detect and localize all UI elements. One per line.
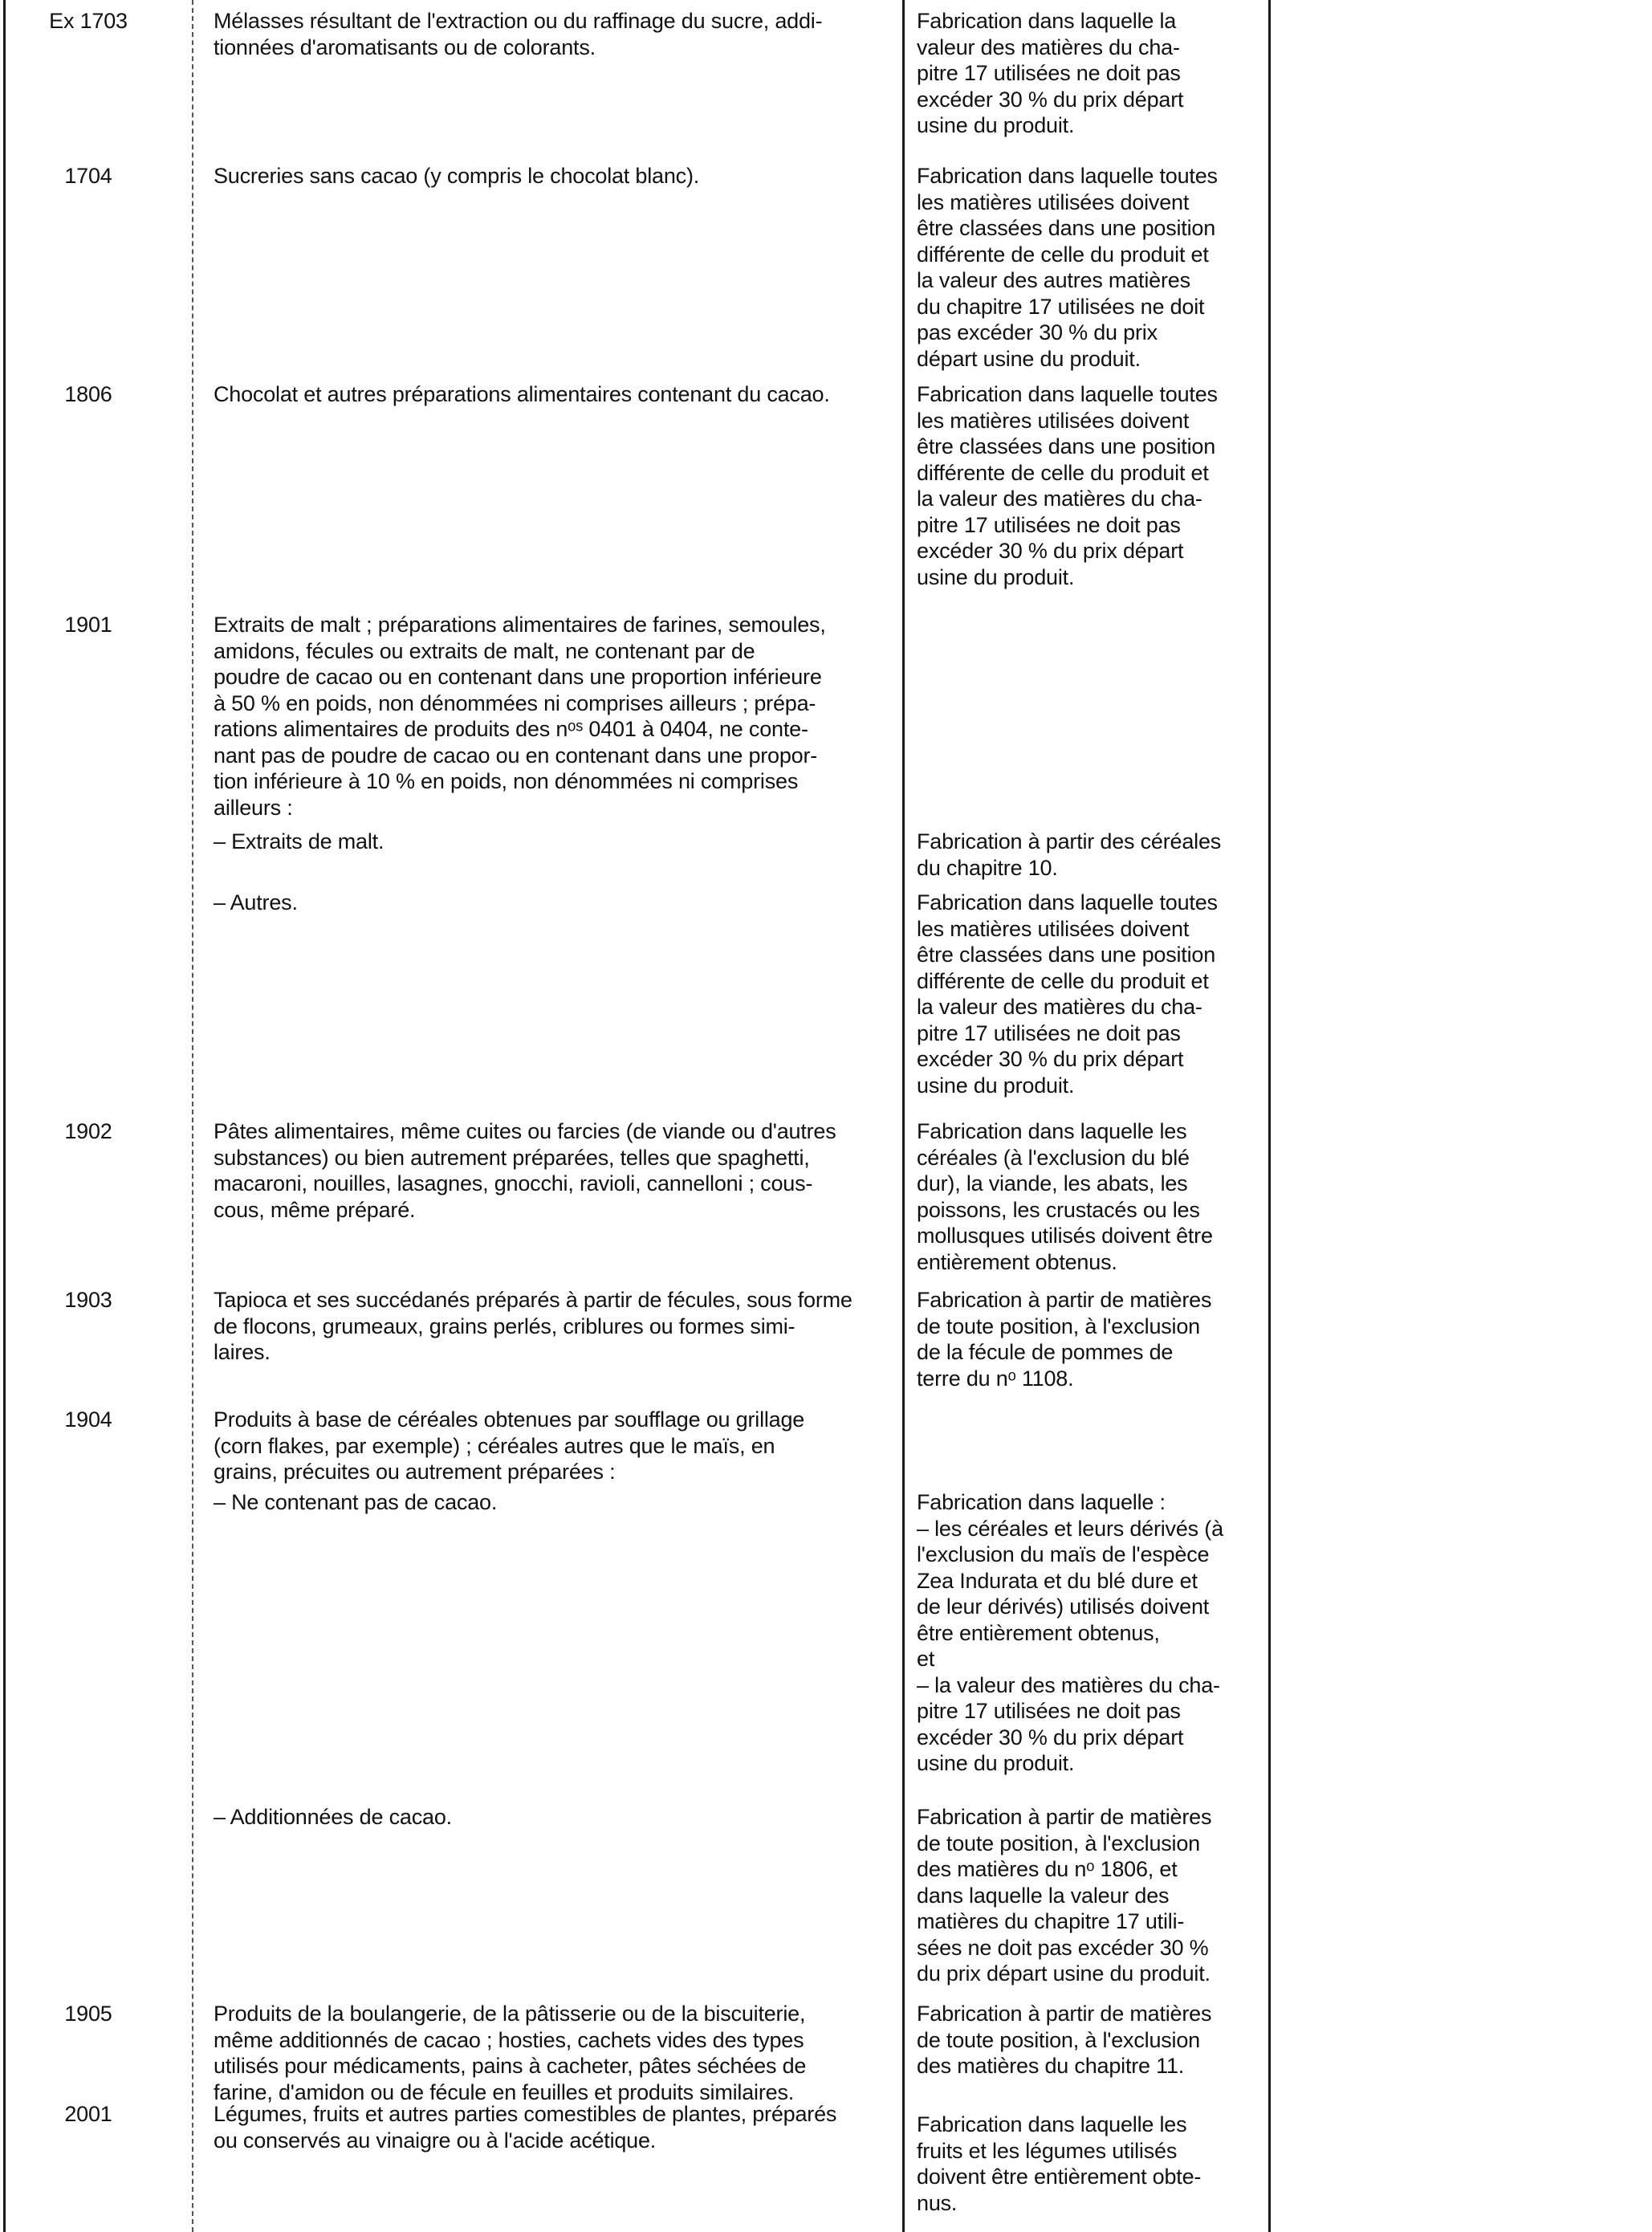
product-description: – Additionnées de cacao. [214,1805,452,1829]
product-description: Sucreries sans cacao (y compris le chocolat blanc). [214,164,700,188]
product-description: Légumes, fruits et autres parties comestibles de plantes, préparés ou conservés au vinaigre ou à l'acide acétique. [214,2102,837,2153]
product-description: – Ne contenant pas de cacao. [214,1490,498,1514]
product-description: Tapioca et ses succédanés préparés à partir de fécules, sous forme de flocons, grumeaux, grains perlés, criblures ou formes simi- laires. [214,1288,852,1364]
origin-rule: Fabrication dans laquelle toutes les matières utilisées doivent être classées dans une position différente de celle du produit et la valeur des matières du cha- pitre 17 utilisées ne doit pas excéder 30 % du prix départ usine du produit. [917,890,1218,1098]
origin-rule: Fabrication dans laquelle toutes les matières utilisées doivent être classées dans une position différente de celle du produit et la valeur des matières du cha- pitre 17 utilisées ne doit pas excéder 30 % du prix départ usine du produit. [917,382,1218,589]
heading-number: 1901 [64,613,112,637]
column-line-left [3,0,6,2232]
product-description: Mélasses résultant de l'extraction ou du raffinage du sucre, addi- tionnées d'aromatisants ou de colorants. [214,9,823,59]
product-description: Extraits de malt ; préparations alimentaires de farines, semoules, amidons, fécules ou extraits de malt, ne contenant par de poudre de cacao ou en contenant dans une proportion inférieure à 50 % en poids, non dénommées ni comprises ailleurs ; prépa- rations alimentaires de produits des nᵒˢ 0401 à 0404, ne conte- nant pas de poudre de cacao ou en contenant dans une propor- tion inférieure à 10 % en poids, non dénommées ni comprises ailleurs : [214,613,826,820]
origin-rule: Fabrication dans laquelle : – les céréales et leurs dérivés (à l'exclusion du maïs de l'espèce Zea Indurata et du blé dure et de leur dérivés) utilisés doivent être entièrement obtenus, et – la valeur des matières du cha- pitre 17 utilisées ne doit pas excéder 30 % du prix départ usine du produit. [917,1490,1223,1775]
column-line-number-description [192,0,193,2232]
heading-number: 1902 [64,1119,112,1143]
column-line-description-rule [902,0,905,2232]
origin-rule: Fabrication à partir de matières de toute position, à l'exclusion de la fécule de pommes de terre du nᵒ 1108. [917,1288,1212,1391]
heading-number: 1806 [64,382,112,406]
heading-number: 1905 [64,2002,112,2026]
heading-number: 1704 [64,164,112,188]
origin-rule: Fabrication à partir de matières de toute position, à l'exclusion des matières du nᵒ 1806, et dans laquelle la valeur des matières du chapitre 17 utili- sées ne doit pas excéder 30 % du prix départ usine du produit. [917,1805,1212,1986]
product-description: – Autres. [214,890,298,914]
product-description: Produits à base de céréales obtenues par soufflage ou grillage (corn flakes, par exemple) ; céréales autres que le maïs, en grains, précuites ou autrement préparées : [214,1407,805,1484]
origin-rule: Fabrication dans laquelle les céréales (à l'exclusion du blé dur), la viande, les abats, les poissons, les crustacés ou les mollusques utilisés doivent être entièrement obtenus. [917,1119,1213,1274]
origin-rule: Fabrication à partir de matières de toute position, à l'exclusion des matières du chapitre 11. [917,2002,1212,2078]
heading-number: 1903 [64,1288,112,1312]
origin-rule: Fabrication à partir des céréales du chapitre 10. [917,829,1222,880]
product-description: Chocolat et autres préparations alimentaires contenant du cacao. [214,382,830,406]
heading-number: 2001 [64,2102,112,2126]
heading-number: 1904 [64,1407,112,1432]
origin-rule: Fabrication dans laquelle la valeur des matières du cha- pitre 17 utilisées ne doit pas excéder 30 % du prix départ usine du produit. [917,9,1184,137]
origin-rule: Fabrication dans laquelle toutes les matières utilisées doivent être classées dans une position différente de celle du produit et la valeur des autres matières du chapitre 17 utilisées ne doit pas excéder 30 % du prix départ usine du produit. [917,164,1218,371]
product-description: – Extraits de malt. [214,829,385,853]
origin-rule: Fabrication dans laquelle les fruits et les légumes utilisés doivent être entièrement obte- nus. [917,2112,1202,2215]
product-description: Produits de la boulangerie, de la pâtisserie ou de la biscuiterie, même additionnés de cacao ; hosties, cachets vides des types utilisés pour médicaments, pains à cacheter, pâtes séchées de farine, d'amidon ou de fécule en feuilles et produits similaires. [214,2002,807,2104]
product-description: Pâtes alimentaires, même cuites ou farcies (de viande ou d'autres substances) ou bien autrement préparées, telles que spaghetti, macaroni, nouilles, lasagnes, gnocchi, ravioli, cannelloni ; cous- cous, même préparé. [214,1119,836,1222]
column-line-rule-right [1268,0,1271,2232]
heading-number: Ex 1703 [49,9,128,33]
